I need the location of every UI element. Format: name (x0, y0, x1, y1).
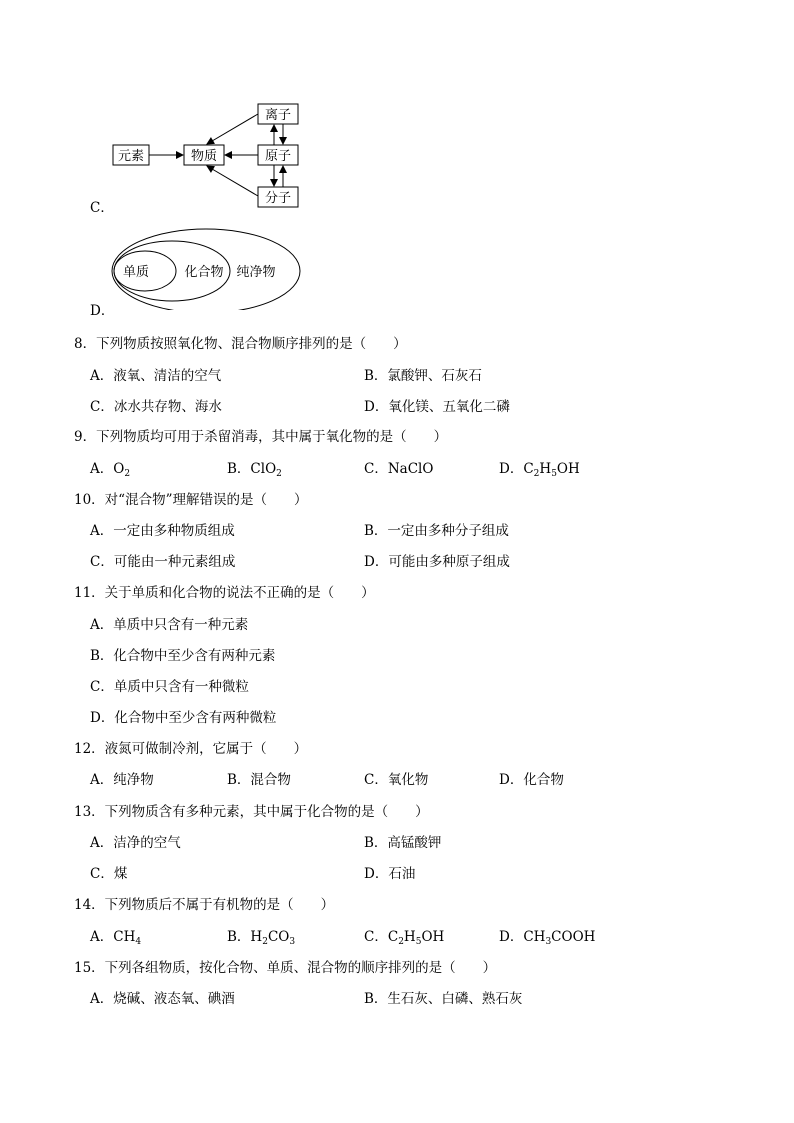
q8-option-b: B．氯酸钾、石灰石 (364, 368, 482, 384)
q9-option-b (227, 457, 282, 477)
option-prefix: B． (227, 461, 251, 477)
formula: H (250, 929, 263, 945)
q14-option-d (499, 925, 595, 945)
formula: C (523, 461, 534, 477)
node-lizi: 离子 (264, 108, 292, 123)
formula: CO (267, 929, 290, 945)
q14-option-c (364, 925, 444, 945)
q8-option-a: A．液氧、清洁的空气 (90, 368, 222, 384)
subscript: 3 (545, 937, 552, 947)
subscript: 4 (135, 937, 142, 947)
formula: C (387, 929, 399, 945)
node-fenzi: 分子 (264, 191, 292, 206)
q11-option-b: B．化合物中至少含有两种元素 (90, 648, 276, 664)
node-yuanzi: 原子 (264, 149, 292, 164)
subscript: 2 (398, 937, 404, 947)
formula: CH (113, 929, 136, 945)
q15-option-a: A．烧碱、液态氧、碘酒 (90, 991, 235, 1007)
label-huahewu: 化合物 (184, 265, 224, 280)
subscript: 2 (533, 469, 540, 479)
q8-option-c: C．冰水共存物、海水 (90, 399, 222, 415)
subscript: 2 (262, 937, 268, 947)
formula: COOH (551, 929, 596, 945)
option-prefix: A． (90, 461, 114, 477)
q8-option-d: D．氧化镁、五氧化二磷 (364, 399, 510, 415)
option-prefix: C． (364, 461, 388, 477)
option-prefix: D． (499, 461, 524, 477)
subscript: 3 (289, 937, 296, 947)
q10-option-b: B．一定由多种分子组成 (364, 523, 509, 539)
q12-option-c: C．氧化物 (364, 772, 429, 788)
formula: H (403, 929, 416, 945)
label-danzhi: 单质 (122, 265, 150, 280)
arrow-lizi-wuzhi (207, 114, 258, 144)
subscript: 2 (124, 469, 131, 479)
q13-option-c: C．煤 (90, 866, 128, 882)
q11-option-c: C．单质中只含有一种微粒 (90, 679, 249, 695)
subscript: 5 (415, 937, 422, 947)
q14-option-b (227, 925, 295, 945)
q12-option-a: A．纯净物 (90, 772, 154, 788)
option-prefix: A． (90, 929, 114, 945)
subscript: 5 (551, 469, 557, 479)
subscript: 2 (276, 469, 282, 479)
formula: H (539, 461, 552, 477)
q13-option-d: D．石油 (364, 866, 416, 882)
question-15-stem: 15．下列各组物质，按化合物、单质、混合物的顺序排列的是（ ） (74, 960, 497, 976)
diagram-d-label: D． (90, 303, 115, 319)
question-12-stem: 12．液氮可做制冷剂，它属于（ ） (74, 741, 308, 757)
q11-option-a: A．单质中只含有一种元素 (90, 617, 249, 633)
q10-option-c: C．可能由一种元素组成 (90, 554, 236, 570)
q9-option-a (90, 457, 130, 477)
q9-option-d (499, 457, 580, 477)
question-11-stem: 11．关于单质和化合物的说法不正确的是（ ） (74, 585, 375, 601)
question-8-stem: 8．下列物质按照氧化物、混合物顺序排列的是（ ） (74, 336, 407, 352)
diagram-c-label: C． (90, 200, 114, 216)
option-prefix: C． (364, 929, 388, 945)
q13-option-b: B．高锰酸钾 (364, 835, 442, 851)
question-14-stem: 14．下列物质后不属于有机物的是（ ） (74, 897, 335, 913)
q13-option-a: A．洁净的空气 (90, 835, 181, 851)
formula: ClO (250, 461, 277, 477)
formula: NaClO (387, 461, 434, 477)
q12-option-b: B．混合物 (227, 772, 291, 788)
q9-option-c (364, 457, 433, 477)
q12-option-d: D．化合物 (499, 772, 564, 788)
label-chunjingwu: 纯净物 (236, 265, 276, 280)
question-10-stem: 10．对“混合物”理解错误的是（ ） (74, 492, 308, 508)
question-13-stem: 13．下列物质含有多种元素，其中属于化合物的是（ ） (74, 804, 429, 820)
node-yuansu: 元素 (117, 149, 145, 164)
q15-option-b: B．生石灰、白磷、熟石灰 (364, 991, 523, 1007)
diagram-d-svg (0, 220, 794, 310)
option-prefix: B． (227, 929, 251, 945)
node-wuzhi: 物质 (190, 149, 218, 164)
arrow-fenzi-wuzhi (207, 166, 258, 196)
option-prefix: D． (499, 929, 524, 945)
q10-option-a: A．一定由多种物质组成 (90, 523, 235, 539)
q14-option-a (90, 925, 141, 945)
diagram-c-svg (0, 0, 794, 220)
formula: OH (556, 461, 580, 477)
formula: CH (523, 929, 546, 945)
formula: OH (421, 929, 445, 945)
q11-option-d: D．化合物中至少含有两种微粒 (90, 710, 277, 726)
q10-option-d: D．可能由多种原子组成 (364, 554, 510, 570)
question-9-stem: 9．下列物质均可用于杀留消毒，其中属于氧化物的是（ ） (74, 429, 448, 445)
formula: O (113, 461, 125, 477)
